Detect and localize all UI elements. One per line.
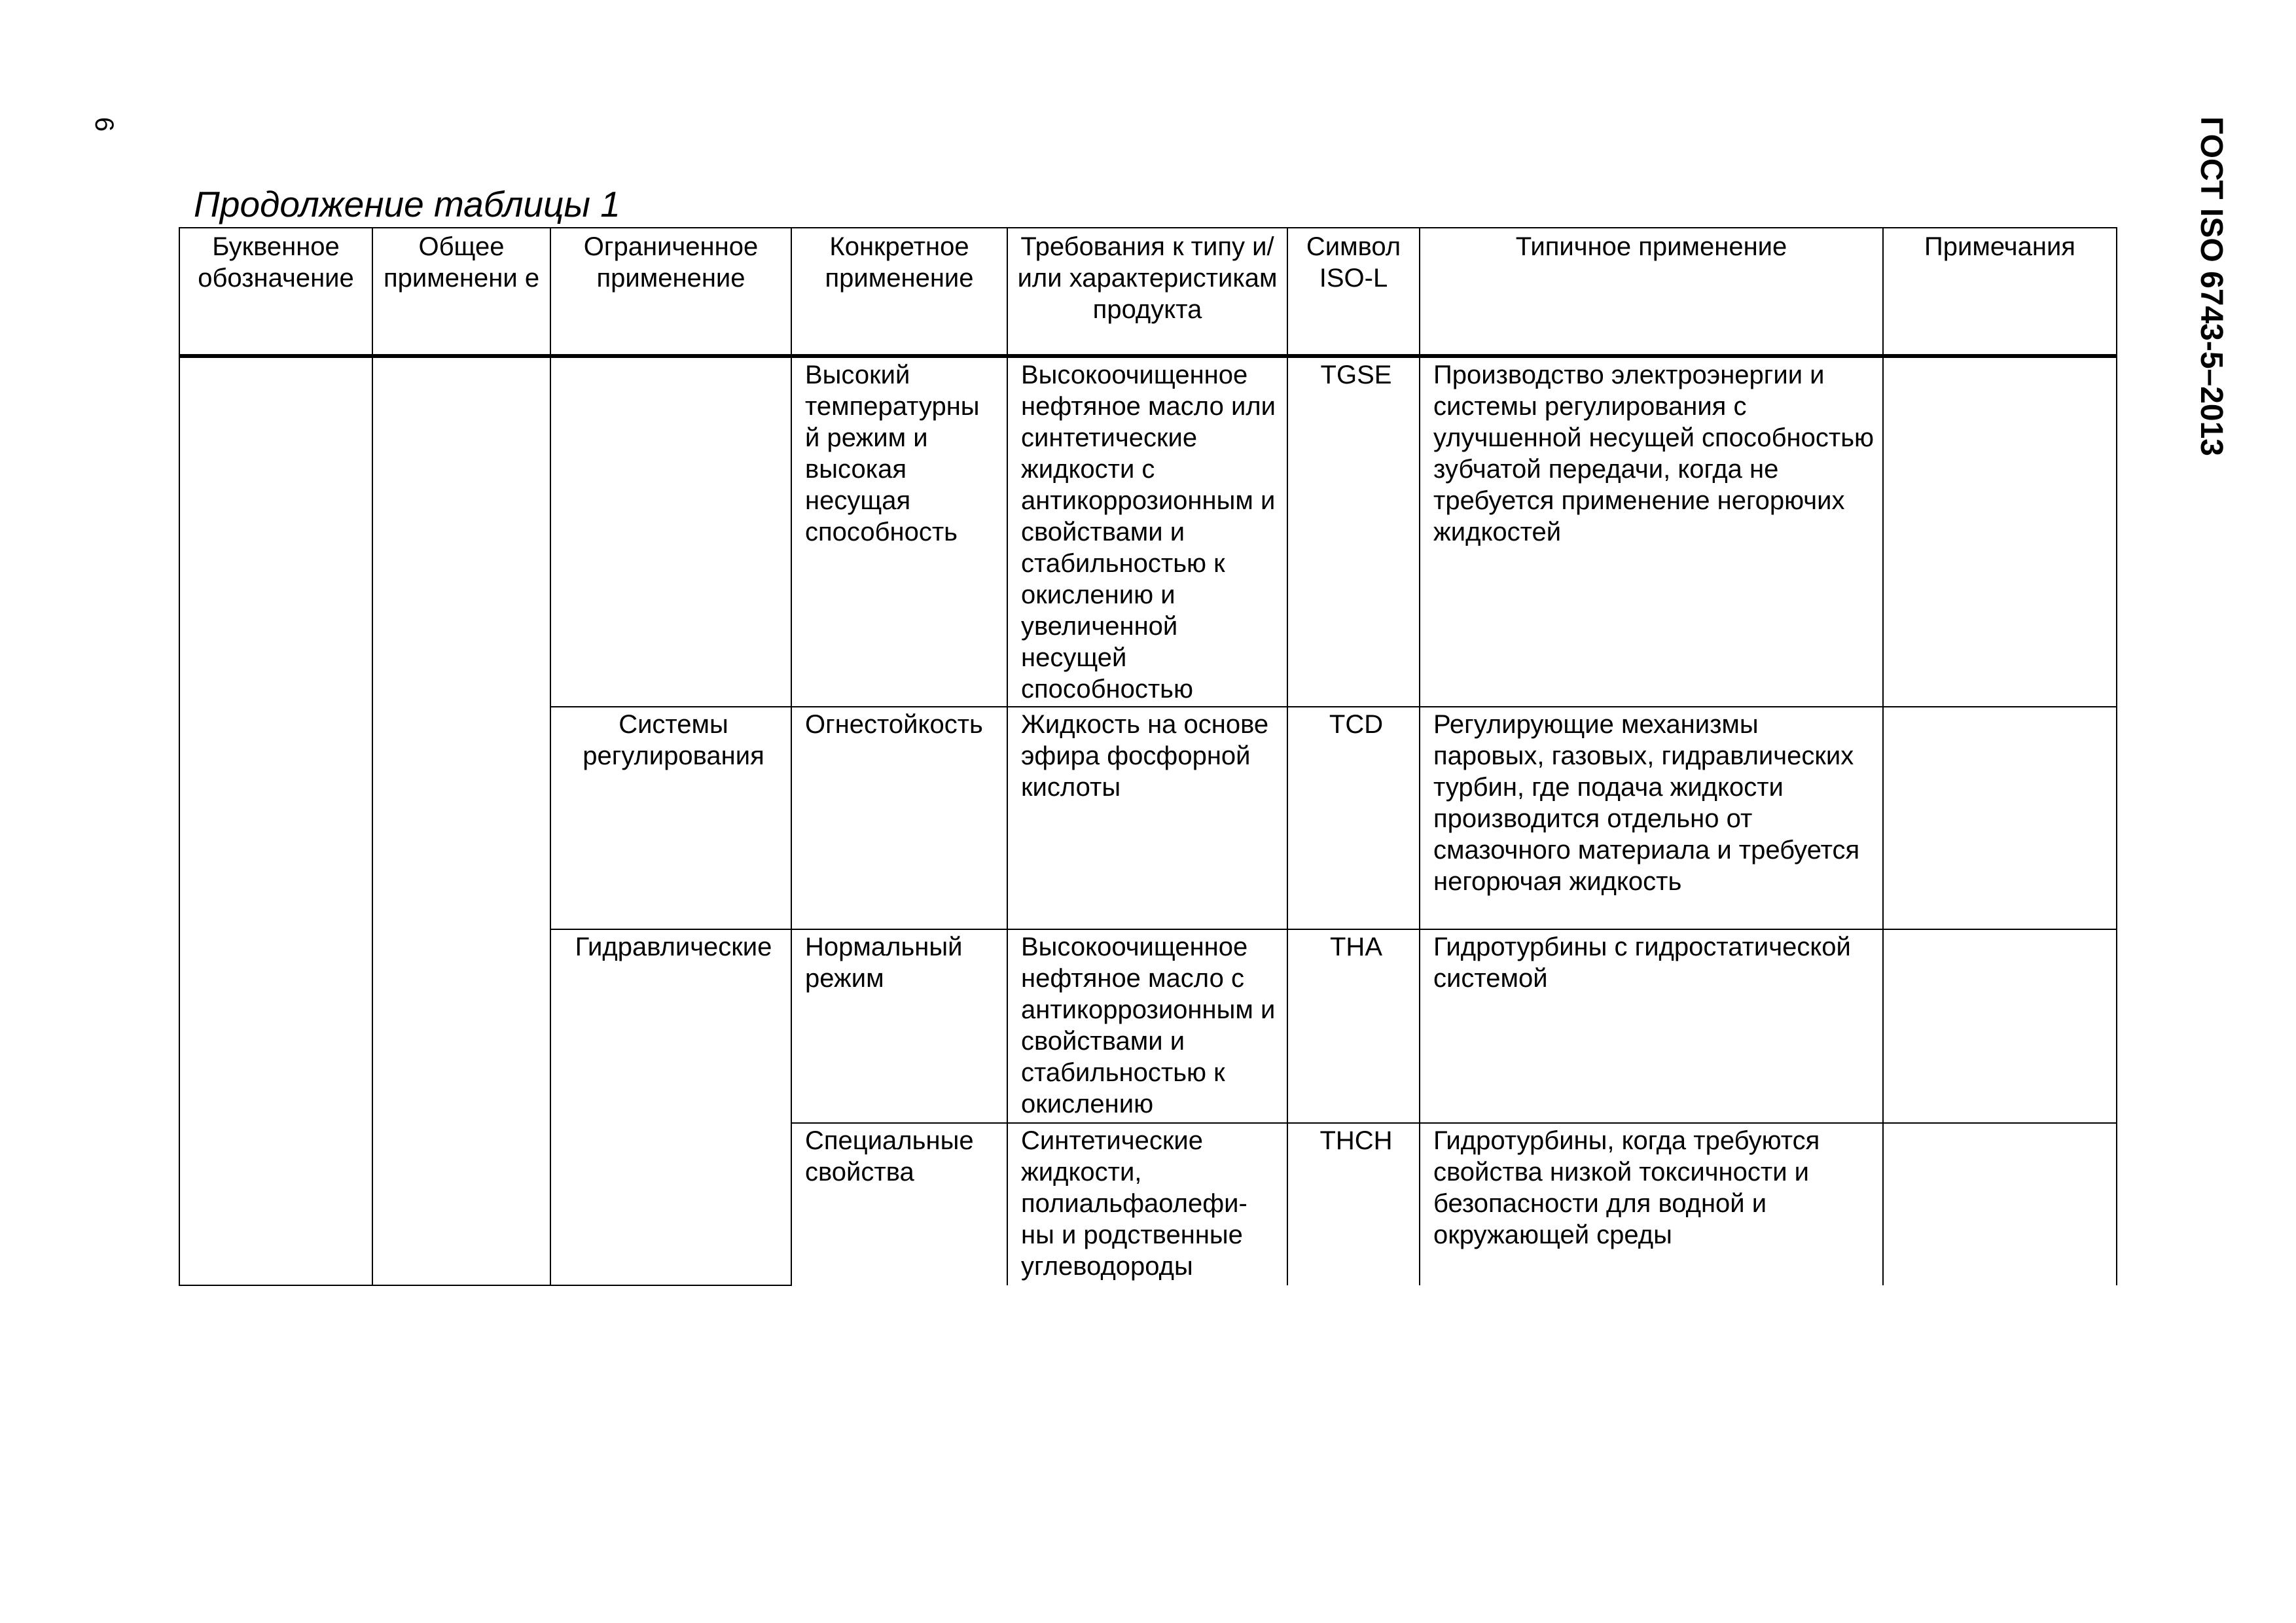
header-typical-application: Типичное применение <box>1420 228 1883 356</box>
typical-application-cell: Гидротурбины, когда требуются свойства низкой токсичности и безопасности для водной и окружающей среды <box>1420 1123 1883 1285</box>
general-application-cell <box>372 356 550 1285</box>
header-specific-application: Конкретное применение <box>791 228 1007 356</box>
classification-table <box>179 227 2117 1286</box>
notes-cell <box>1883 707 2117 929</box>
symbol-cell: TGSE <box>1287 356 1420 707</box>
letter-designation-cell <box>179 356 372 1285</box>
header-general-application: Общее применени е <box>372 228 550 356</box>
typical-application-cell: Гидротурбины с гидростатической системой <box>1420 929 1883 1123</box>
specific-application-cell: Специальные свойства <box>791 1123 1007 1285</box>
symbol-cell: THA <box>1287 929 1420 1123</box>
notes-cell <box>1883 356 2117 707</box>
header-iso-symbol: Символ ISO-L <box>1287 228 1420 356</box>
specific-application-cell: Высокий температурны й режим и высокая несущая способность <box>791 356 1007 707</box>
table-header-row <box>179 228 2117 356</box>
header-limited-application: Ограниченное применение <box>550 228 791 356</box>
notes-cell <box>1883 1123 2117 1285</box>
page-number: 6 <box>90 116 119 132</box>
specific-application-cell: Огнестойкость <box>791 707 1007 929</box>
notes-cell <box>1883 929 2117 1123</box>
limited-application-cell: Гидравлические <box>550 929 791 1285</box>
symbol-cell: THCH <box>1287 1123 1420 1285</box>
requirements-cell: Высокоочищенное нефтяное масло или синтетические жидкости с антикоррозионным и свойствами и стабильностью к окислению и увеличенной несущей способностью <box>1007 356 1287 707</box>
limited-application-cell: Системы регулирования <box>550 707 791 929</box>
specific-application-cell: Нормальный режим <box>791 929 1007 1123</box>
table-row <box>179 356 2117 707</box>
header-notes: Примечания <box>1883 228 2117 356</box>
requirements-cell: Синтетические жидкости, полиальфаолефи-ны и родственные углеводороды <box>1007 1123 1287 1285</box>
typical-application-cell: Производство электроэнергии и системы регулирования с улучшенной несущей способностью зубчатой передачи, когда не требуется применение негорючих жидкостей <box>1420 356 1883 707</box>
table-caption: Продолжение таблицы 1 <box>194 184 620 224</box>
header-letter-designation: Буквенное обозначение <box>179 228 372 356</box>
requirements-cell: Высокоочищенное нефтяное масло с антикоррозионным и свойствами и стабильностью к окислению <box>1007 929 1287 1123</box>
header-product-requirements: Требования к типу и/или характеристикам продукта <box>1007 228 1287 356</box>
typical-application-cell: Регулирующие механизмы паровых, газовых, гидравлических турбин, где подача жидкости производится отдельно от смазочного материала и требуется негорючая жидкость <box>1420 707 1883 929</box>
symbol-cell: TCD <box>1287 707 1420 929</box>
requirements-cell: Жидкость на основе эфира фосфорной кислоты <box>1007 707 1287 929</box>
document-code: ГОСТ ISO 6743-5–2013 <box>2194 116 2229 456</box>
limited-application-cell <box>550 356 791 707</box>
